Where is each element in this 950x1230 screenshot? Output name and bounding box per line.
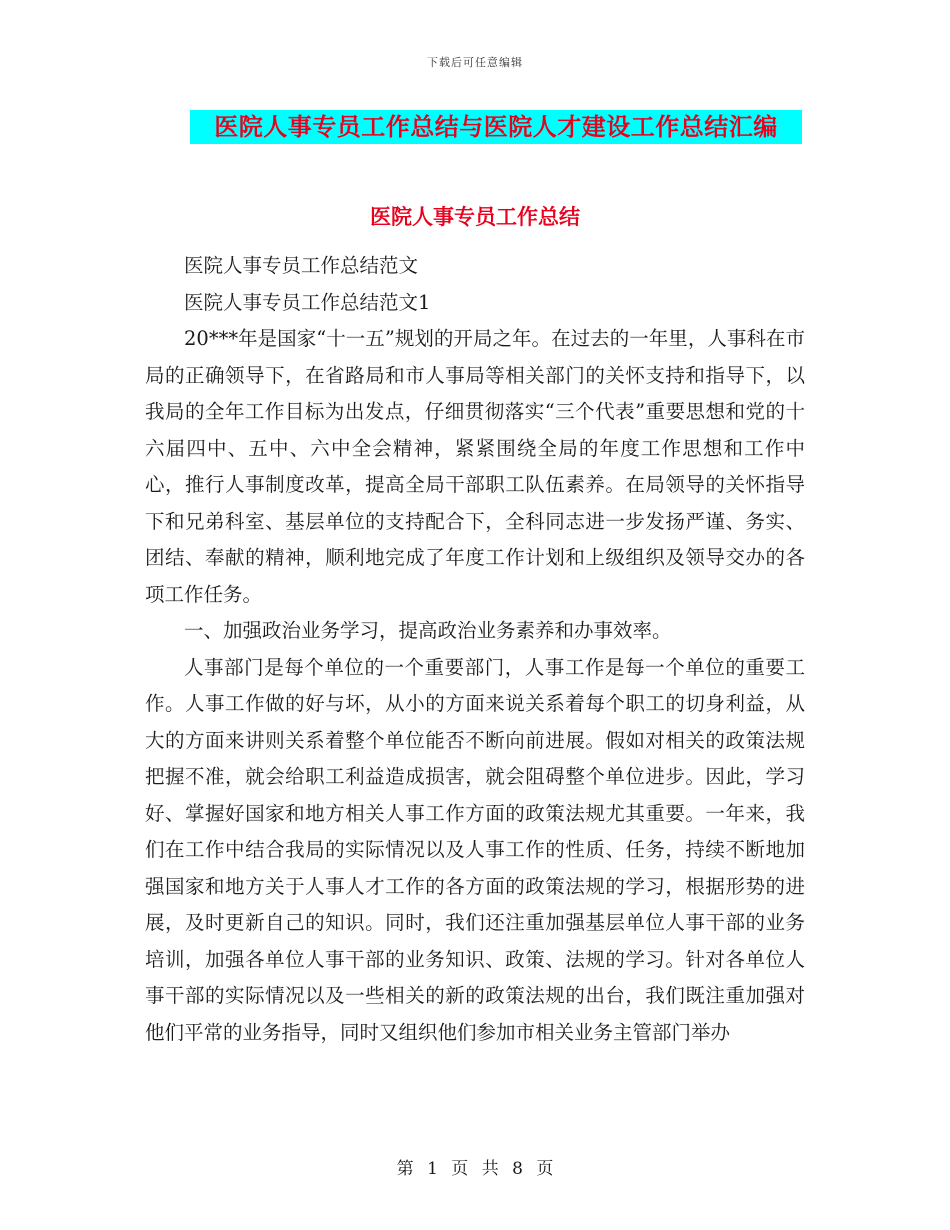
body-paragraph: 人事部门是每个单位的一个重要部门，人事工作是每一个单位的重要工作。人事工作做的好与坏，从小的方面来说关系着每个职工的切身利益，从大的方面来讲则关系着整个单位能否不断向前进展。假如对相关的政策法规把握不准，就会给职工利益造成损害，就会阻碍整个单位进步。因此，学习好、掌握好国家和地方相关人事工作方面的政策法规尤其重要。一年来，我们在工作中结合我局的实际情况以及人事工作的性质、任务，持续不断地加强国家和地方关于人事人才工作的各方面的政策法规的学习，根据形势的进展，及时更新自己的知识。同时，我们还注重加强基层单位人事干部的业务培训，加强各单位人事干部的业务知识、政策、法规的学习。针对各单位人事干部的实际情况以及一些相关的新的政策法规的出台，我们既注重加强对他们平常的业务指导，同时又组织他们参加市相关业务主管部门举办 xyxy=(145,655,805,1044)
page-footer: 第 1 页 共 8 页 xyxy=(396,1159,554,1179)
body-paragraph: 医院人事专员工作总结范文 xyxy=(184,254,419,277)
document-sub-title: 医院人事专员工作总结 xyxy=(370,204,580,229)
body-paragraph: 一、加强政治业务学习，提高政治业务素养和办事效率。 xyxy=(184,619,672,642)
header-note: 下载后可任意编辑 xyxy=(427,56,523,69)
body-paragraph: 20***年是国家“十一五”规划的开局之年。在过去的一年里，人事科在市局的正确领导下，在省路局和市人事局等相关部门的关怀支持和指导下，以我局的全年工作目标为出发点，仔细贯彻落实“三个代表”重要思想和党的十六届四中、五中、六中全会精神，紧紧围绕全局的年度工作思想和工作中心，推行人事制度改革，提高全局干部职工队伍素养。在局领导的关怀指导下和兄弟科室、基层单位的支持配合下，全科同志进一步发扬严谨、务实、团结、奉献的精神，顺利地完成了年度工作计划和上级组织及领导交办的各项工作任务。 xyxy=(145,327,805,606)
document-main-title: 医院人事专员工作总结与医院人才建设工作总结汇编 xyxy=(190,110,802,144)
document-body xyxy=(145,248,805,1051)
body-paragraph: 医院人事专员工作总结范文1 xyxy=(184,290,431,314)
